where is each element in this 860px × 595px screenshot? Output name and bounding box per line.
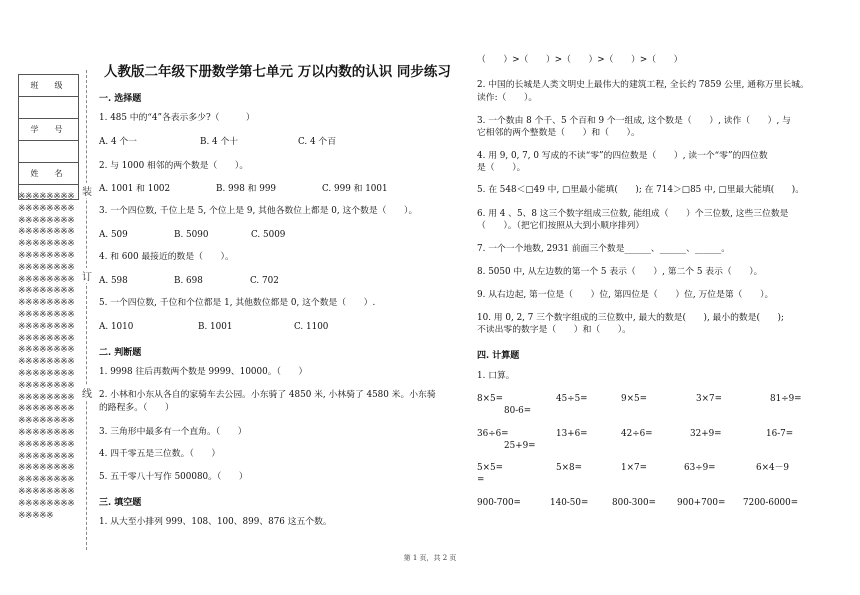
page-footer: 第 1 页，共 2 页	[403, 554, 457, 562]
fill-q8: 8. 5050 中, 从左边数的第一个 5 表示（ ）, 第二个 5 表示（ ）。	[477, 267, 763, 277]
fill-q3-line2: 它相邻的两个整数是（ ）和（ ）。	[477, 128, 640, 138]
fill-q6-line1: 6. 用 4 、5、8 这三个数字组成三位数, 能组成（ ）个三位数, 这些三位数是	[477, 209, 789, 219]
student-id-field[interactable]	[19, 141, 79, 163]
calc-row3-item3: 1×7=	[621, 463, 647, 473]
choice-q4: 4. 和 600 最接近的数是（ ）。	[99, 252, 234, 262]
section-judge-heading: 二. 判断题	[99, 348, 142, 358]
fill-q2-line2: 读作:（ ）。	[477, 93, 538, 103]
judge-q4: 4. 四千零五是三位数。（ ）	[99, 449, 221, 459]
choice-q4-c: C. 702	[250, 276, 279, 286]
fill-q4-line2: 是（ ）。	[477, 163, 526, 173]
calc-row2-item4: 32+9=	[690, 429, 722, 439]
choice-q4-a: A. 598	[99, 276, 128, 286]
calc-row1-item2: 45÷5=	[556, 394, 588, 404]
choice-q2: 2. 与 1000 相邻的两个数是（ ）。	[99, 161, 249, 171]
calc-row3-item5-cont: =	[477, 475, 485, 485]
choice-q2-b: B. 998 和 999	[216, 184, 277, 194]
calc-row4-item1: 900-700=	[477, 498, 521, 508]
calc-row4-item4: 900+700=	[677, 498, 726, 508]
judge-q1: 1. 9998 往后再数两个数是 9999、10000。（ ）	[99, 367, 308, 377]
binding-pattern: ※※※※※※※※※※※※※※※※※※※※※※※※※※※※※※※※※※※※※※※※※※※※※※※※※※※※※※※※※※※※※※※※※※※※※※※※※※※※※※※※※※※※※※※※※※※※※※※※※※※※※※※※※※※※※※※※※※※※※※※※※※※※※※※※※※※※※※※※※※※※※※※※※※※※※※※※※※※※※※※※※※※※※※※※※※※※※※※※※※※※※※※※※※※※※※※※※※※※※※※※※※※※※※※※※※※※※※※※※※※※※	[18, 192, 75, 521]
choice-q1-c: C. 4 个百	[298, 137, 336, 147]
choice-q5-c: C. 1100	[294, 322, 329, 332]
section-choice-heading: 一. 选择题	[99, 94, 142, 104]
choice-q2-a: A. 1001 和 1002	[99, 184, 171, 194]
fill-q1: 1. 从大至小排列 999、108、100、899、876 这五个数。	[99, 517, 332, 527]
binding-line	[86, 70, 87, 550]
choice-q3-c: C. 5009	[251, 230, 286, 240]
fill-q7: 7. 一个一个地数, 2931 前面三个数是______、______、______。	[477, 244, 731, 254]
student-id-label: 学 号	[19, 119, 79, 141]
section-calc-heading: 四. 计算题	[477, 351, 520, 361]
calc-row2-item1: 36÷6=	[477, 429, 509, 439]
choice-q5-b: B. 1001	[198, 322, 233, 332]
fill-q5: 5. 在 548＜□49 中, □里最小能填( ); 在 714＞□85 中, □里最大能填( )。	[477, 185, 804, 195]
class-label: 班 级	[19, 75, 79, 97]
calc-row4-item3: 800-300=	[612, 498, 656, 508]
choice-q2-c: C. 999 和 1001	[322, 184, 388, 194]
calc-row1-item4: 3×7=	[696, 394, 722, 404]
calc-row4-item5: 7200-6000=	[743, 498, 799, 508]
choice-q3-b: B. 5090	[174, 230, 209, 240]
calc-row2-item5: 16-7=	[766, 429, 794, 439]
fill-q10-line2: 不读出零的数字是（ ）和（ ）。	[477, 325, 631, 335]
binding-char-zhuang: 装	[82, 183, 92, 198]
calc-row3-item4: 63÷9=	[684, 463, 716, 473]
choice-q3-a: A. 509	[99, 230, 128, 240]
calc-row1-item3: 9×5=	[621, 394, 647, 404]
calc-row2-item6: 25+9=	[504, 441, 536, 451]
calc-row3-item1: 5×5=	[477, 463, 503, 473]
fill-q3-line1: 3. 一个数由 8 个千、5 个百和 9 个一组成, 这个数是（ ）, 读作（ ）, 与	[477, 116, 791, 126]
fill-q10-line1: 10. 用 0, 2, 7 三个数字组成的三位数中, 最大的数是( ), 最小的数是( );	[477, 313, 784, 323]
fill-q2-line1: 2. 中国的长城是人类文明史上最伟大的建筑工程, 全长约 7859 公里, 通称万里长城。	[477, 80, 809, 90]
class-field[interactable]	[19, 97, 79, 119]
choice-q1-b: B. 4 个十	[200, 137, 239, 147]
fill-q1-answer-blanks: （ ）>（ ）>（ ）>（ ）>（ ）	[477, 55, 683, 65]
page-title: 人教版二年级下册数学第七单元 万以内数的认识 同步练习	[104, 64, 451, 80]
student-info-table	[18, 74, 79, 200]
calc-row3-item5: 6×4－9	[756, 463, 789, 473]
binding-char-ding: 订	[82, 268, 92, 283]
calc-row2-item2: 13+6=	[556, 429, 588, 439]
judge-q5: 5. 五千零八十写作 500080。（ ）	[99, 472, 248, 482]
judge-q2-line1: 2. 小林和小东从各自的家骑车去公园。小东骑了 4850 米, 小林骑了 4580 米。小东骑	[99, 390, 436, 400]
choice-q5: 5. 一个四位数, 千位和个位都是 1, 其他数位都是 0, 这个数是（ ）.	[99, 298, 376, 308]
name-label: 姓 名	[19, 163, 79, 185]
calc-row3-item2: 5×8=	[556, 463, 582, 473]
calc-row2-item3: 42÷6=	[621, 429, 653, 439]
choice-q5-a: A. 1010	[99, 322, 134, 332]
choice-q1: 1. 485 中的“4”各表示多少?（ ）	[99, 113, 255, 123]
calc-row1-item6: 80-6=	[504, 406, 532, 416]
choice-q1-a: A. 4 个一	[99, 137, 137, 147]
judge-q2-line2: 的路程多。（ ）	[99, 403, 174, 413]
fill-q6-line2: （ ）。（把它们按照从大到小顺序排列）	[477, 221, 645, 231]
calc-row1-item5: 81÷9=	[770, 394, 802, 404]
student-info-box	[18, 74, 79, 200]
calc-q1-title: 1. 口算。	[477, 371, 515, 381]
binding-char-xian: 线	[82, 385, 92, 400]
calc-row4-item2: 140-50=	[550, 498, 589, 508]
choice-q3: 3. 一个四位数, 千位上是 5, 个位上是 9, 其他各数位上都是 0, 这个数是（ ）。	[99, 206, 418, 216]
section-fill-heading: 三. 填空题	[99, 498, 142, 508]
fill-q9: 9. 从右边起, 第一位是（ ）位, 第四位是（ ）位, 万位是第（ ）。	[477, 290, 774, 300]
calc-row1-item1: 8×5=	[477, 394, 503, 404]
judge-q3: 3. 三角形中最多有一个直角。（ ）	[99, 427, 247, 437]
fill-q4-line1: 4. 用 9, 0, 7, 0 写成的不读“零”的四位数是（ ）, 读一个“零”的四位数	[477, 151, 768, 161]
choice-q4-b: B. 698	[174, 276, 203, 286]
